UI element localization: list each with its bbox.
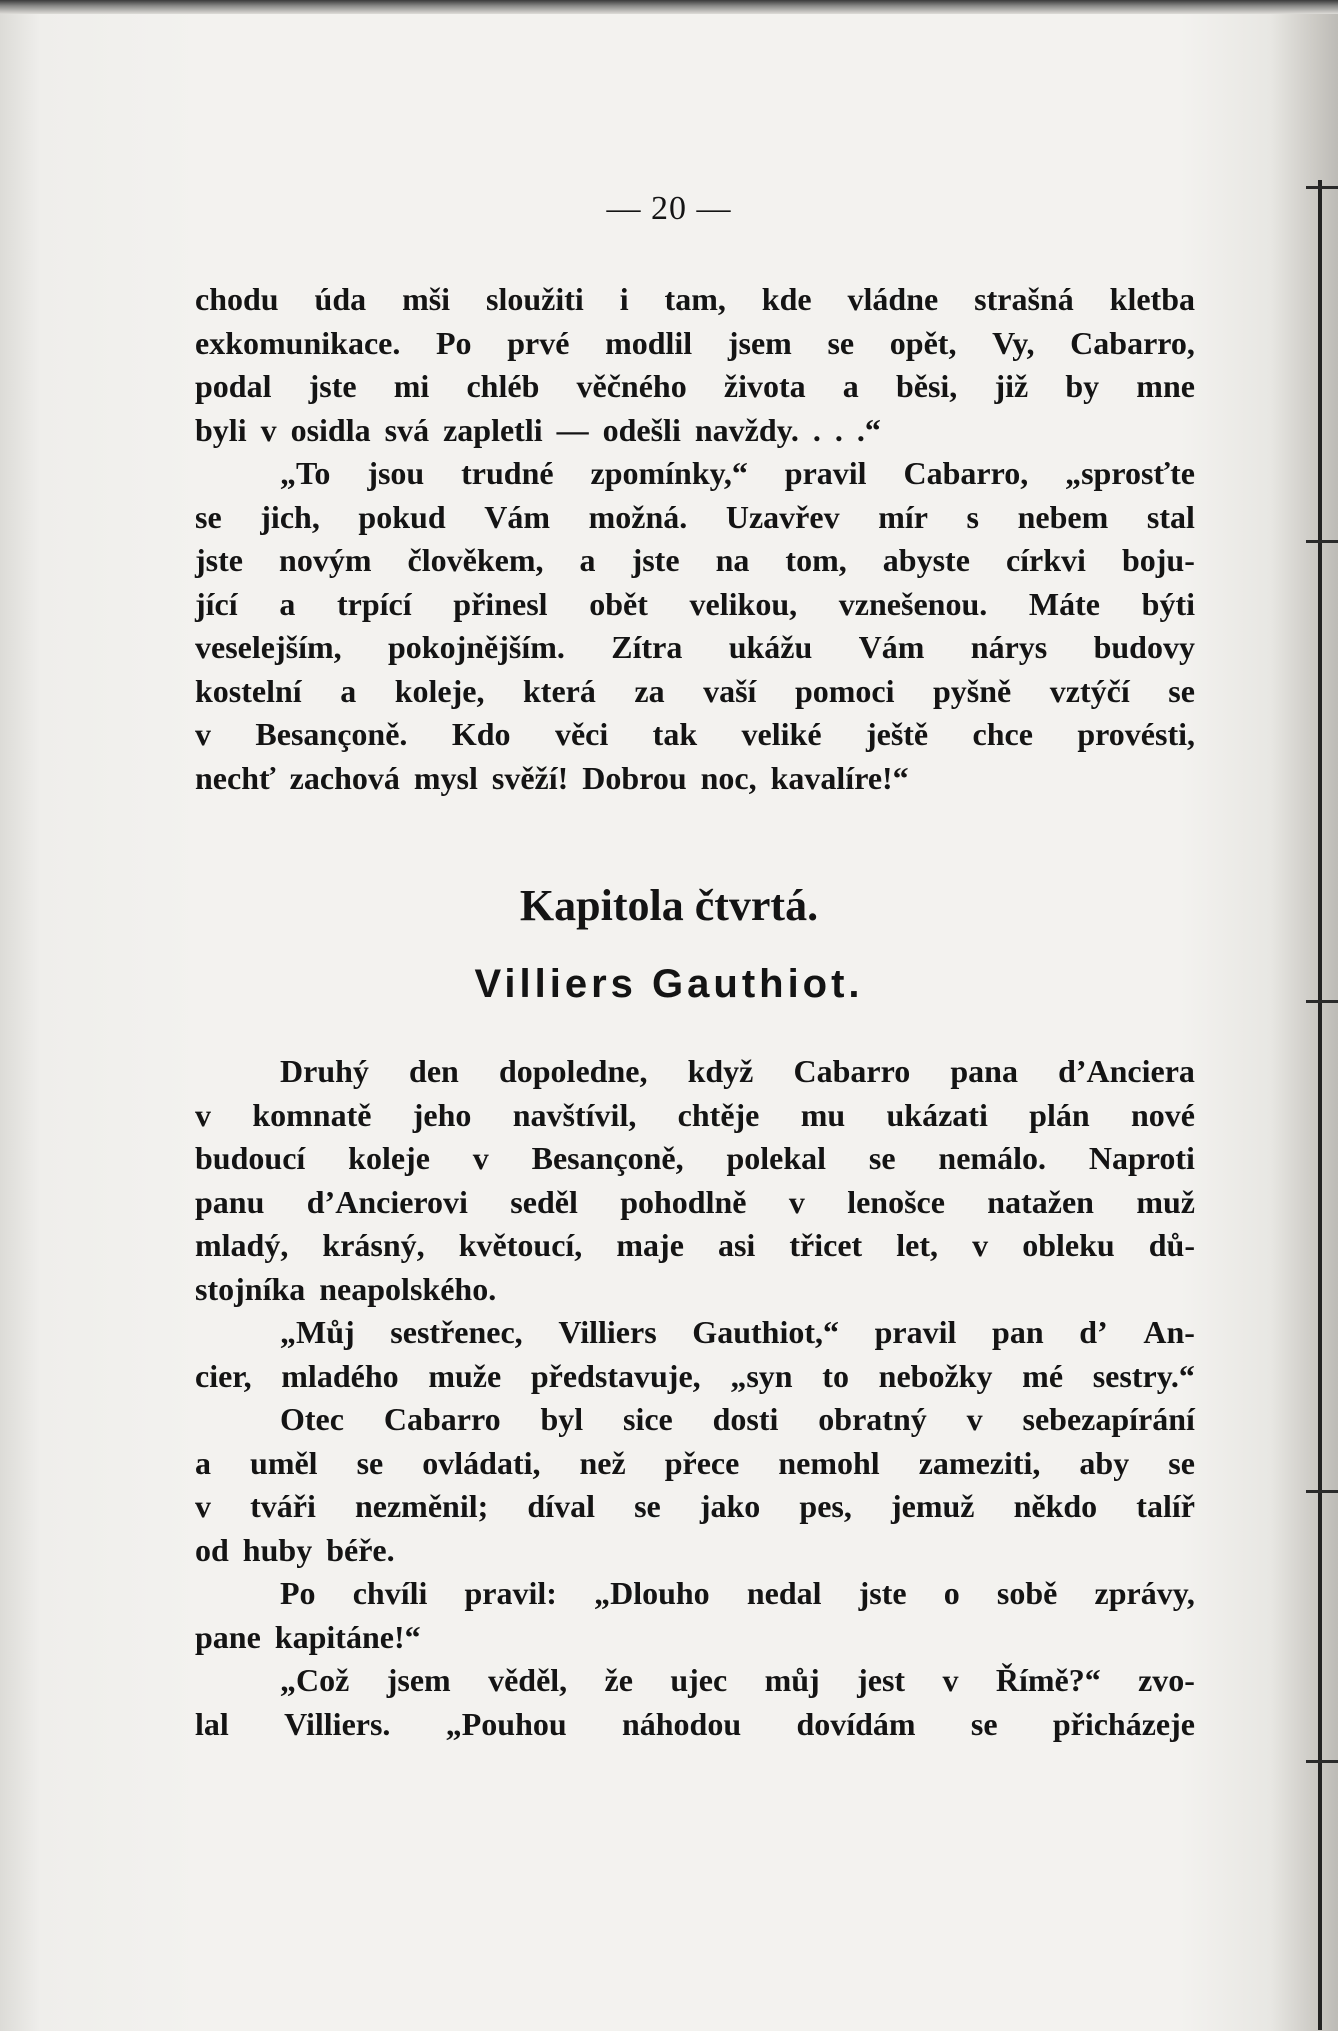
binding-mark — [1306, 1760, 1338, 1763]
text-line: v komnatě jeho navštívil, chtěje mu ukázati plán nové — [195, 1096, 1195, 1133]
text-line: „Můj sestřenec, Villiers Gauthiot,“ pravil pan d’ An- — [280, 1314, 1195, 1350]
text-line: chodu úda mši sloužiti i tam, kde vládne strašná kletba — [195, 281, 1195, 317]
text-line: veselejším, pokojnějším. Zítra ukážu Vám nárys budovy — [195, 629, 1195, 665]
binding-mark — [1306, 540, 1338, 543]
chapter-subtitle: Villiers Gauthiot. — [474, 962, 864, 1006]
text-line: podal jste mi chléb věčného života a běsi, již by mne — [195, 368, 1195, 404]
text-line: v Besançoně. Kdo věci tak veliké ještě chce provésti, — [195, 716, 1195, 752]
page-top-edge — [0, 0, 1338, 14]
binding-edge — [1318, 180, 1322, 2030]
text-line: se jich, pokud Vám možná. Uzavřev mír s nebem stal — [195, 498, 1195, 535]
text-line: mladý, krásný, květoucí, maje asi třicet let, v obleku dů- — [195, 1227, 1195, 1263]
text-line: byli v osidla svá zapletli — odešli navždy. . . .“ — [195, 411, 881, 448]
text-line: v tváři nezměnil; díval se jako pes, jemuž někdo talíř — [195, 1488, 1195, 1524]
text-line: cier, mladého muže představuje, „syn to nebožky mé sestry.“ — [195, 1357, 1195, 1394]
binding-mark — [1306, 1490, 1338, 1493]
paragraph-block-1 — [195, 278, 1195, 800]
text-line: Po chvíli pravil: „Dlouho nedal jste o sobě zprávy, — [280, 1575, 1195, 1611]
text-line: Druhý den dopoledne, když Cabarro pana d’Anciera — [280, 1053, 1195, 1089]
text-line: jste novým člověkem, a jste na tom, abyste církvi boju- — [195, 542, 1195, 578]
text-line: Otec Cabarro byl sice dosti obratný v sebezapírání — [280, 1401, 1195, 1437]
text-line: jící a trpící přinesl obět velikou, vznešenou. Máte býti — [195, 585, 1195, 622]
text-line: lal Villiers. „Pouhou náhodou dovídám se přicházeje — [195, 1705, 1195, 1742]
text-line: stojníka neapolského. — [195, 1270, 497, 1307]
text-line: nechť zachová mysl svěží! Dobrou noc, kavalíre!“ — [195, 759, 909, 796]
text-line: budoucí koleje v Besançoně, polekal se nemálo. Naproti — [195, 1140, 1195, 1176]
text-line: pane kapitáne!“ — [195, 1618, 421, 1655]
text-line: „Což jsem věděl, že ujec můj jest v Římě?“ zvo- — [280, 1662, 1195, 1698]
text-line: exkomunikace. Po prvé modlil jsem se opět, Vy, Cabarro, — [195, 324, 1195, 361]
text-line: kostelní a koleje, která za vaší pomoci pyšně vztýčí se — [195, 672, 1195, 709]
text-line: panu d’Ancierovi seděl pohodlně v lenošce natažen muž — [195, 1183, 1195, 1220]
paragraph-block-2 — [195, 1050, 1195, 1746]
text-line: od huby béře. — [195, 1531, 395, 1568]
text-line: a uměl se ovládati, než přece nemohl zameziti, aby se — [195, 1444, 1195, 1481]
binding-mark — [1306, 186, 1338, 189]
page-number: — 20 — — [606, 190, 732, 227]
chapter-title: Kapitola čtvrtá. — [519, 881, 819, 930]
text-line: „To jsou trudné zpomínky,“ pravil Cabarro, „sprosťte — [280, 455, 1195, 491]
